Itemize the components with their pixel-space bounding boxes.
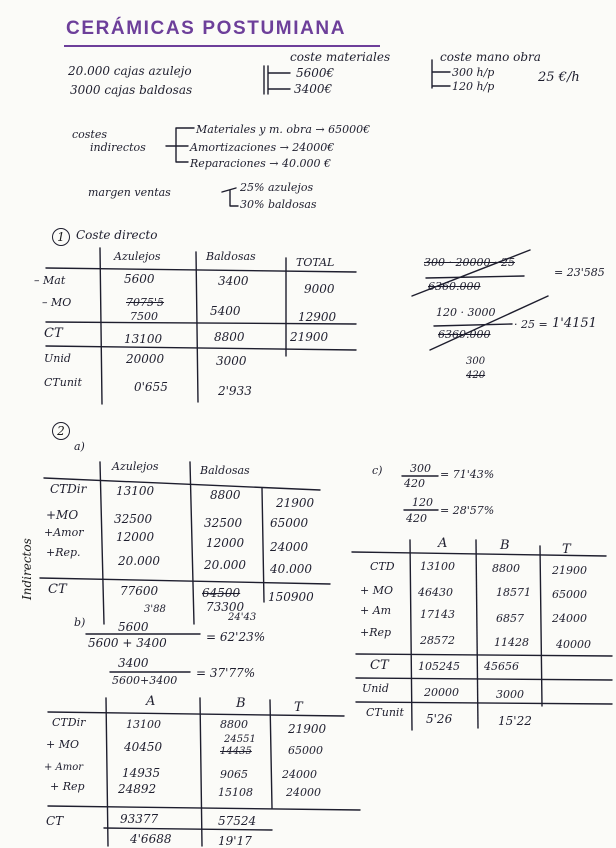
- s2-amor-baldosas: 12000: [206, 536, 245, 550]
- s1-mo-baldosas: 5400: [210, 304, 241, 318]
- tb-mo-b-struck: 14435: [220, 746, 252, 757]
- s1-ctunit-baldosas: 2'933: [218, 384, 252, 398]
- section-1-title: Coste directo: [76, 228, 158, 242]
- part-a-label: a): [74, 440, 85, 453]
- tc-row-label-am: + Am: [360, 604, 392, 617]
- s2-row-label-mo: +MO: [46, 508, 79, 522]
- s2-rep-baldosas: 20.000: [204, 558, 246, 572]
- tc-vline-3: [540, 546, 542, 706]
- s2-ct-baldosas-struck: 64500: [202, 586, 241, 600]
- s1-mo-azulejos: 7500: [130, 310, 158, 323]
- tc-rep-a: 28572: [420, 634, 455, 647]
- tb-hline-ct: [48, 806, 360, 810]
- s2-row-label-rep: +Rep.: [46, 546, 81, 559]
- margen-item-2: 30% baldosas: [240, 198, 317, 211]
- mat-azulejo-value: 5600€: [296, 66, 335, 80]
- tc-vline-2: [476, 540, 478, 728]
- tb-rep-a: 24892: [118, 782, 157, 796]
- s2-vline-2: [190, 462, 194, 624]
- tc-row-label-unid: Unid: [362, 682, 389, 695]
- s2-rep-azulejos: 20.000: [118, 554, 160, 568]
- s1-mo-total: 12900: [298, 310, 337, 324]
- tc-ctunit-b: 15'22: [498, 714, 532, 728]
- side-calc-1-den: 6360.000: [428, 280, 481, 293]
- s1-mat-baldosas: 3400: [218, 274, 249, 288]
- s1-unid-azulejos: 20000: [126, 352, 165, 366]
- s2-ct-azulejos: 77600: [120, 584, 159, 598]
- tb-ct-a: 93377: [120, 812, 159, 826]
- s1-vline-1: [100, 248, 102, 404]
- side-scribble-2: 420: [466, 370, 486, 381]
- s1-row-label-mo: – MO: [42, 296, 72, 309]
- s2-ct-baldosas: 73300: [206, 600, 245, 614]
- tb-row-label-amor: + Amor: [44, 762, 84, 773]
- tb-header-a: A: [146, 694, 156, 709]
- side-scribble-1: 300: [466, 356, 486, 367]
- tb-row-label-ct: CT: [46, 814, 64, 828]
- side-frac-1: [426, 276, 524, 278]
- b-den-1: 5600 + 3400: [88, 636, 167, 650]
- tc-header-a: A: [438, 536, 448, 551]
- title-underline: [64, 45, 380, 47]
- s2-unit-azulejos: 3'88: [144, 604, 166, 615]
- tc-rep-b: 11428: [494, 636, 529, 649]
- tb-header-t: T: [294, 700, 303, 715]
- s2-header-baldosas: Baldosas: [200, 464, 250, 477]
- tc-row-label-ctunit: CTunit: [366, 706, 404, 719]
- tc-ct-b: 45656: [484, 660, 519, 673]
- section-1-number: 1: [52, 228, 70, 246]
- tb-header-b: B: [236, 696, 246, 711]
- tb-unit-line: [104, 828, 272, 830]
- page-title: CERÁMICAS POSTUMIANA: [66, 18, 347, 39]
- s1-row-label-ctunit: CTunit: [44, 376, 82, 389]
- tb-unit-b: 19'17: [218, 834, 252, 848]
- tc-hline-ct: [356, 654, 612, 656]
- mo-azulejo-value: 300 h/p: [452, 66, 495, 79]
- c-num-2: 120: [412, 496, 433, 509]
- part-b-label: b): [74, 616, 86, 629]
- s2-mo-azulejos: 32500: [114, 512, 153, 526]
- s2-row-label-ct: CT: [48, 582, 67, 597]
- s2-rep-total: 40.000: [270, 562, 312, 576]
- indirectos-vertical-label: Indirectos: [20, 538, 34, 600]
- indirectos-label-2: indirectos: [90, 141, 146, 154]
- b-res-2: = 37'77%: [196, 666, 256, 680]
- s2-amor-azulejos: 12000: [116, 530, 155, 544]
- indirectos-label-1: costes: [72, 128, 108, 141]
- brace-mano-obra: [432, 60, 450, 88]
- s1-ctunit-azulejos: 0'655: [134, 380, 168, 394]
- c-res-1: = 71'43%: [440, 468, 495, 481]
- s2-unit-baldosas: 24'43: [228, 612, 257, 623]
- brace-margen: [222, 188, 238, 206]
- tc-unid-b: 3000: [496, 688, 524, 701]
- tb-ctdir-t: 21900: [288, 722, 327, 736]
- s1-ct-total: 21900: [290, 330, 329, 344]
- tb-row-label-ctdir: CTDir: [52, 716, 86, 729]
- tb-row-label-rep: + Rep: [50, 780, 85, 793]
- mo-baldosas-value: 120 h/p: [452, 80, 495, 93]
- mat-baldosas-value: 3400€: [294, 82, 333, 96]
- tc-header-b: B: [500, 538, 510, 553]
- s2-row-label-ctdir: CTDir: [50, 482, 87, 496]
- s2-mo-total: 65000: [270, 516, 309, 530]
- tc-ctd-t: 21900: [552, 564, 587, 577]
- tc-header-t: T: [562, 542, 571, 557]
- tb-mo-b: 24551: [224, 734, 256, 745]
- s1-header-baldosas: Baldosas: [206, 250, 256, 263]
- s1-vline-2: [196, 252, 198, 402]
- tc-ct-a: 105245: [418, 660, 460, 673]
- tb-row-label-mo: + MO: [46, 738, 79, 751]
- tb-rep-t: 24000: [286, 786, 321, 799]
- c-res-2: = 28'57%: [440, 504, 495, 517]
- margen-label: margen ventas: [88, 186, 171, 199]
- tc-am-b: 6857: [496, 612, 524, 625]
- s1-row-label-mat: – Mat: [34, 274, 66, 287]
- side-calc-1-result: = 23'585: [554, 266, 605, 279]
- s2-hline-ct: [40, 578, 330, 584]
- baldosas-line: 3000 cajas baldosas: [70, 83, 193, 97]
- s1-row-label-ct: CT: [44, 326, 63, 341]
- tc-ctd-b: 8800: [492, 562, 520, 575]
- tc-ctunit-a: 5'26: [426, 712, 453, 726]
- tb-amor-b: 9065: [220, 768, 248, 781]
- tb-vline-2: [200, 698, 202, 846]
- side-calc-2-mul: · 25 =: [514, 318, 548, 331]
- tc-row-label-ct: CT: [370, 658, 389, 673]
- s2-mo-baldosas: 32500: [204, 516, 243, 530]
- s2-header-azulejos: Azulejos: [112, 460, 159, 473]
- side-frac-2: [434, 324, 512, 326]
- tc-am-a: 17143: [420, 608, 455, 621]
- tc-hline-bottom: [356, 702, 612, 704]
- s2-vline-1: [100, 462, 104, 624]
- s1-header-total: TOTAL: [296, 256, 335, 269]
- hour-rate: 25 €/h: [538, 70, 580, 85]
- tb-vline-1: [106, 698, 108, 846]
- s2-row-label-amor: +Amor: [44, 526, 84, 539]
- tb-mo-t: 65000: [288, 744, 323, 757]
- azulejo-line: 20.000 cajas azulejo: [68, 64, 192, 78]
- tb-ctdir-b: 8800: [220, 718, 248, 731]
- brace-materiales: [264, 66, 290, 94]
- s2-ct-total: 150900: [268, 590, 314, 604]
- s2-amor-total: 24000: [270, 540, 309, 554]
- tb-rep-b: 15108: [218, 786, 253, 799]
- tc-mo-b: 18571: [496, 586, 531, 599]
- indirectos-item-1: Materiales y m. obra → 65000€: [196, 123, 371, 136]
- indirectos-item-2: Amortizaciones → 24000€: [190, 141, 335, 154]
- b-res-1: = 62'23%: [206, 630, 266, 644]
- tc-mo-t: 65000: [552, 588, 587, 601]
- coste-mano-obra-label: coste mano obra: [440, 50, 541, 64]
- tc-row-label-rep: +Rep: [360, 626, 392, 639]
- b-num-2: 3400: [118, 656, 149, 670]
- s1-header-azulejos: Azulejos: [114, 250, 161, 263]
- s2-ctdir-azulejos: 13100: [116, 484, 155, 498]
- c-den-1: 420: [404, 477, 425, 490]
- tc-row-label-ctd: CTD: [370, 560, 395, 573]
- tb-mo-a: 40450: [124, 740, 163, 754]
- side-calc-2: 120 · 3000: [436, 306, 496, 319]
- tb-vline-3: [270, 700, 272, 808]
- b-num-1: 5600: [118, 620, 149, 634]
- tc-rep-t: 40000: [556, 638, 591, 651]
- tb-ct-b: 57524: [218, 814, 257, 828]
- s1-ct-azulejos: 13100: [124, 332, 163, 346]
- tb-ctdir-a: 13100: [126, 718, 161, 731]
- tc-row-label-mo: + MO: [360, 584, 393, 597]
- tb-unit-a: 4'6688: [130, 832, 172, 846]
- indirectos-item-3: Reparaciones → 40.000 €: [190, 157, 331, 170]
- s2-vline-3: [262, 488, 264, 602]
- side-calc-1: 300 · 20000 · 25: [424, 256, 515, 269]
- s2-ctdir-baldosas: 8800: [210, 488, 241, 502]
- tc-vline-1: [410, 540, 412, 730]
- s1-mat-total: 9000: [304, 282, 335, 296]
- part-c-label: c): [372, 464, 383, 477]
- tc-ctd-a: 13100: [420, 560, 455, 573]
- tc-mo-a: 46430: [418, 586, 453, 599]
- tc-hline-unid: [356, 678, 612, 680]
- side-calc-2-result: 1'4151: [552, 316, 597, 331]
- s1-ct-baldosas: 8800: [214, 330, 245, 344]
- coste-materiales-label: coste materiales: [290, 50, 391, 64]
- s1-hline-ct-bottom: [46, 346, 356, 350]
- s1-unid-baldosas: 3000: [216, 354, 247, 368]
- b-den-2: 5600+3400: [112, 674, 178, 687]
- tc-am-t: 24000: [552, 612, 587, 625]
- c-den-2: 420: [406, 512, 427, 525]
- s1-mat-azulejos: 5600: [124, 272, 155, 286]
- s1-mo-azulejos-struck: 7075'5: [126, 296, 165, 309]
- side-calc-2-den: 6360.000: [438, 328, 491, 341]
- s2-ctdir-total: 21900: [276, 496, 315, 510]
- tc-unid-a: 20000: [424, 686, 459, 699]
- tb-amor-a: 14935: [122, 766, 161, 780]
- margen-item-1: 25% azulejos: [240, 181, 314, 194]
- section-2-number: 2: [52, 422, 70, 440]
- tb-amor-t: 24000: [282, 768, 317, 781]
- s1-row-label-unid: Unid: [44, 352, 71, 365]
- c-num-1: 300: [410, 462, 431, 475]
